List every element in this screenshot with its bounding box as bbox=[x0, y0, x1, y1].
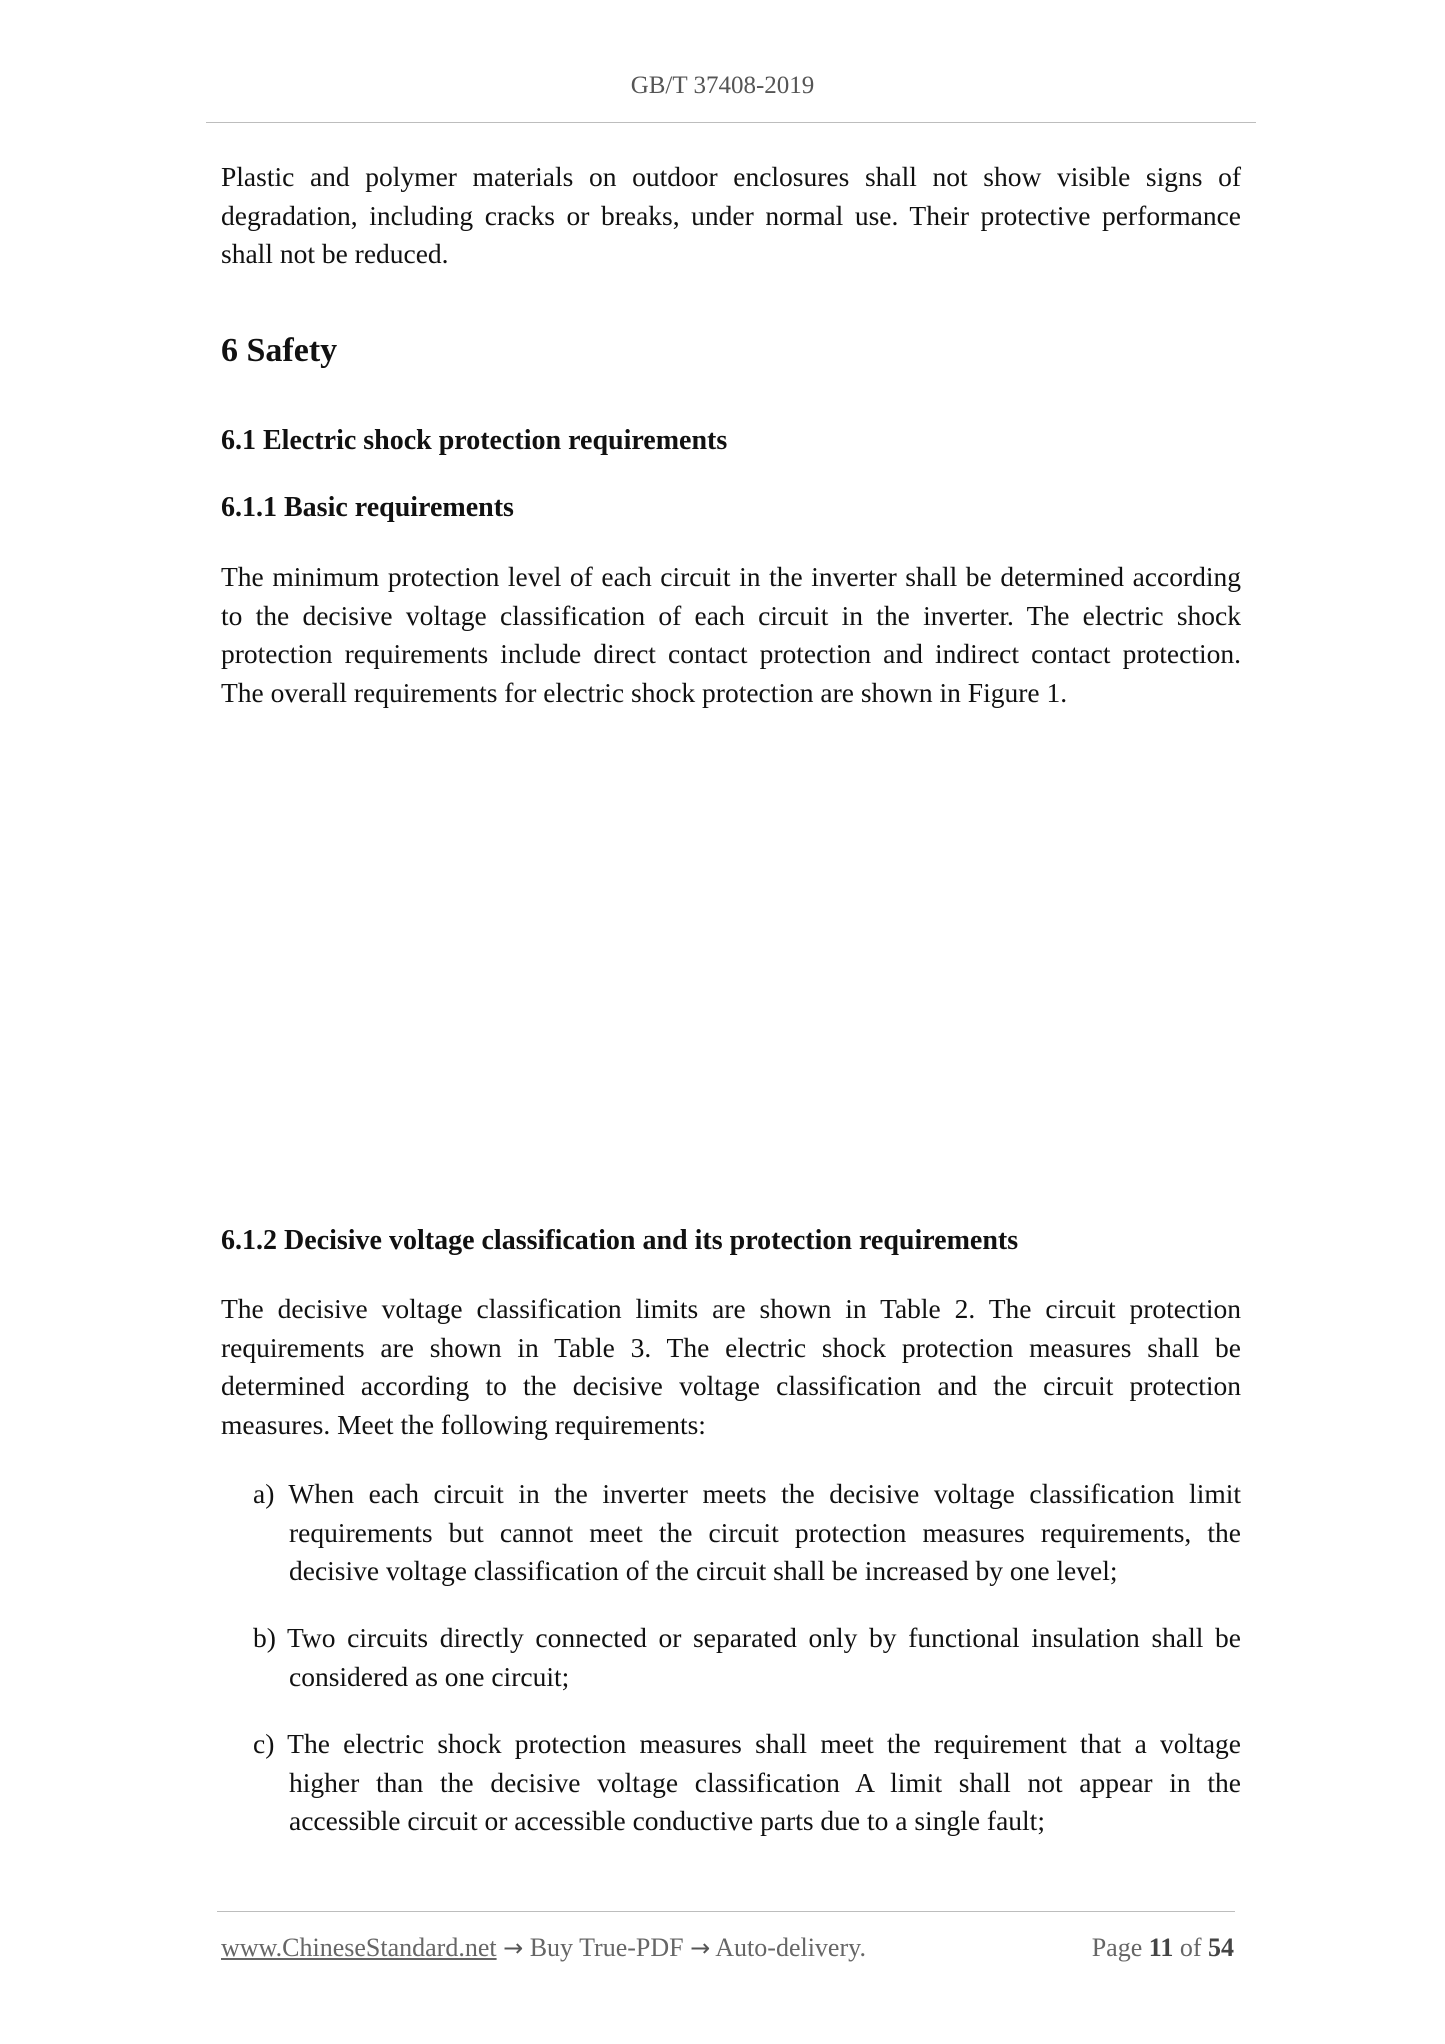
decisive-voltage-title: 6.1.2 Decisive voltage classification and its protection requirements bbox=[221, 1225, 1019, 1256]
basic-requirements-title: 6.1.1 Basic requirements bbox=[221, 492, 514, 523]
section-title: 6 Safety bbox=[221, 332, 338, 369]
requirement-item-b: b) Two circuits directly connected or separated only by functional insulation shall be considered as one circuit; bbox=[253, 1622, 1241, 1692]
document-standard-code: GB/T 37408-2019 bbox=[630, 72, 815, 99]
subsection-title: 6.1 Electric shock protection requirements bbox=[221, 425, 728, 456]
page-indicator bbox=[1062, 1933, 1234, 1963]
arrow-right-icon: → bbox=[503, 1934, 524, 1962]
page-total: 54 bbox=[1208, 1933, 1234, 1962]
intro-paragraph: Plastic and polymer materials on outdoor enclosures shall not show visible signs of degradation, including cracks or breaks, under normal use. Their protective performance shall not be reduced. bbox=[221, 161, 1241, 269]
page-number: 11 bbox=[1148, 1933, 1174, 1962]
footer-promo bbox=[221, 1933, 866, 1963]
footer-divider bbox=[217, 1911, 1235, 1912]
delivery-text: Auto-delivery. bbox=[710, 1933, 866, 1962]
site-link[interactable]: www.ChineseStandard.net bbox=[221, 1933, 497, 1962]
requirement-item-a: a) When each circuit in the inverter meets the decisive voltage classification limit requirements but cannot meet the circuit protection measures requirements, the decisive voltage classification of the circuit shall be increased by one level; bbox=[253, 1478, 1241, 1586]
page-label: Page bbox=[1091, 1933, 1143, 1962]
decisive-voltage-paragraph: The decisive voltage classification limits are shown in Table 2. The circuit protection requirements are shown in Table 3. The electric shock protection measures shall be determined according to the decisive voltage classification and the circuit protection measures. Meet the following requirements: bbox=[221, 1293, 1241, 1440]
figure-placeholder bbox=[221, 770, 1241, 1190]
arrow-right-icon: → bbox=[690, 1934, 711, 1962]
buy-text: Buy True-PDF bbox=[523, 1933, 691, 1962]
requirement-item-c: c) The electric shock protection measures shall meet the requirement that a voltage higher than the decisive voltage classification A limit shall not appear in the accessible circuit or accessible conductive parts due to a single fault; bbox=[253, 1728, 1241, 1836]
basic-requirements-paragraph: The minimum protection level of each circuit in the inverter shall be determined according to the decisive voltage classification of each circuit in the inverter. The electric shock protection requirements include direct contact protection and indirect contact protection. The overall requirements for electric shock protection are shown in Figure 1. bbox=[221, 561, 1241, 708]
header-divider bbox=[206, 122, 1256, 123]
of-label: of bbox=[1179, 1933, 1202, 1962]
